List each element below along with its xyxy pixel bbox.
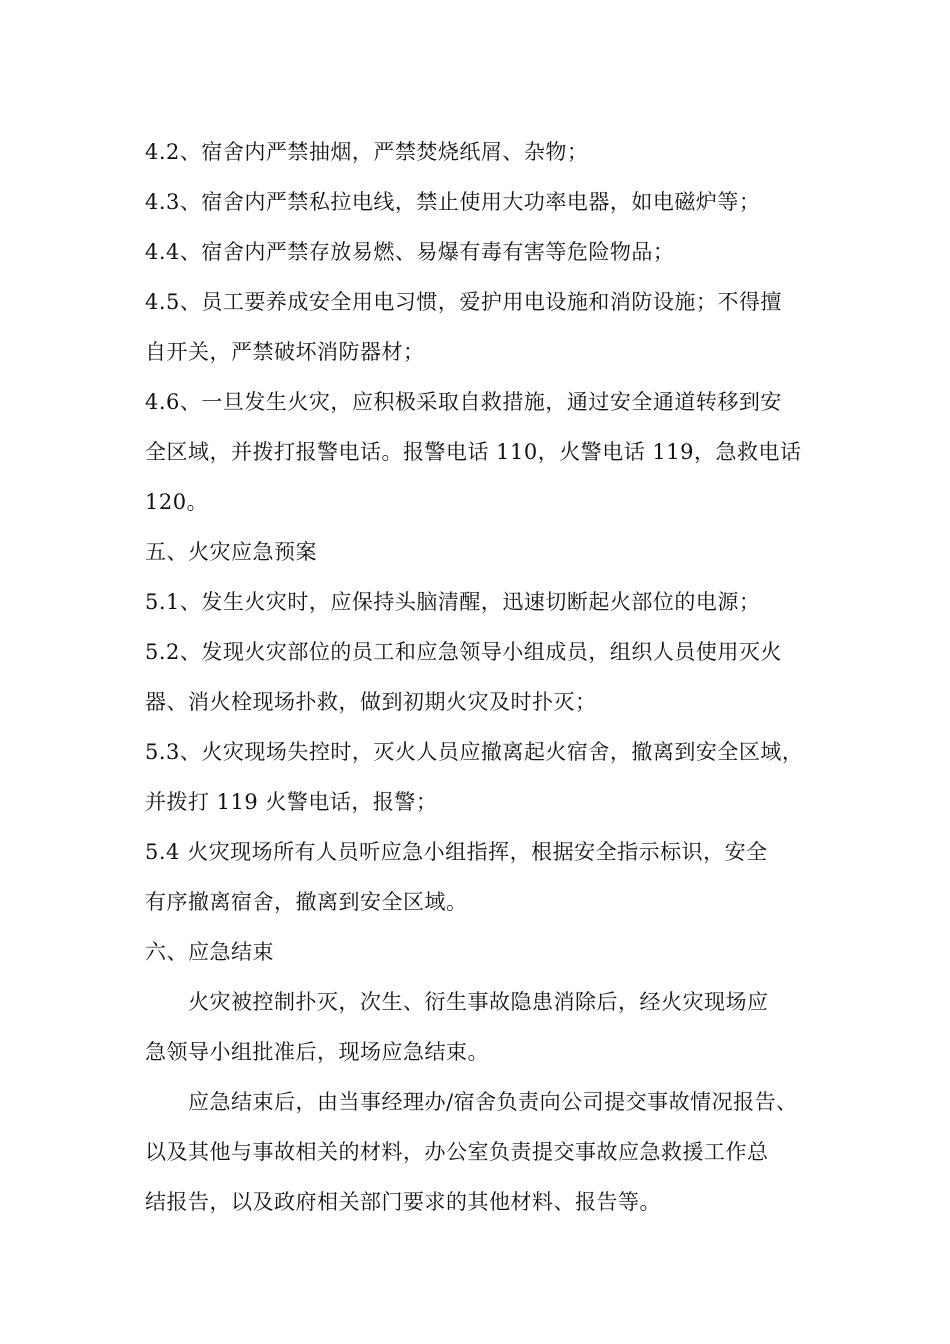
paragraph-end-2: 应急结束后，由当事经理办/宿舍负责向公司提交事故情况报告、 <box>188 1090 798 1114</box>
text-line-5-3: 5.3、火灾现场失控时，灭火人员应撤离起火宿舍，撤离到安全区域， <box>145 740 804 764</box>
paragraph-end-2-end: 结报告，以及政府相关部门要求的其他材料、报告等。 <box>145 1190 661 1214</box>
text-line-5-4-cont: 有序撤离宿舍，撤离到安全区域。 <box>145 890 468 914</box>
paragraph-end-1-cont: 急领导小组批准后，现场应急结束。 <box>145 1040 489 1064</box>
text-line-4-5-cont: 自开关，严禁破坏消防器材； <box>145 340 425 364</box>
text-line-4-5: 4.5、员工要养成安全用电习惯，爱护用电设施和消防设施；不得擅 <box>145 290 782 314</box>
text-line-5-2: 5.2、发现火灾部位的员工和应急领导小组成员，组织人员使用灭火 <box>145 640 782 664</box>
text-line-4-6-cont: 全区域，并拨打报警电话。报警电话 110，火警电话 119，急救电话 <box>145 440 802 464</box>
text-line-4-6: 4.6、一旦发生火灾，应积极采取自救措施，通过安全通道转移到安 <box>145 390 782 414</box>
text-line-4-6-end: 120。 <box>145 490 209 514</box>
text-line-4-3: 4.3、宿舍内严禁私拉电线，禁止使用大功率电器，如电磁炉等； <box>145 190 761 214</box>
paragraph-end-2-cont: 以及其他与事故相关的材料，办公室负责提交事故应急救援工作总 <box>145 1140 769 1164</box>
text-line-5-4: 5.4 火灾现场所有人员听应急小组指挥，根据安全指示标识，安全 <box>145 840 768 864</box>
section-heading-5: 五、火灾应急预案 <box>145 540 317 564</box>
section-heading-6: 六、应急结束 <box>145 940 274 964</box>
text-line-5-1: 5.1、发生火灾时，应保持头脑清醒，迅速切断起火部位的电源； <box>145 590 761 614</box>
text-line-4-4: 4.4、宿舍内严禁存放易燃、易爆有毒有害等危险物品； <box>145 240 675 264</box>
text-line-5-3-cont: 并拨打 119 火警电话，报警； <box>145 790 438 814</box>
text-line-5-2-cont: 器、消火栓现场扑救，做到初期火灾及时扑灭； <box>145 690 597 714</box>
text-line-4-2: 4.2、宿舍内严禁抽烟，严禁焚烧纸屑、杂物； <box>145 140 589 164</box>
paragraph-end-1: 火灾被控制扑灭，次生、衍生事故隐患消除后，经火灾现场应 <box>188 990 769 1014</box>
